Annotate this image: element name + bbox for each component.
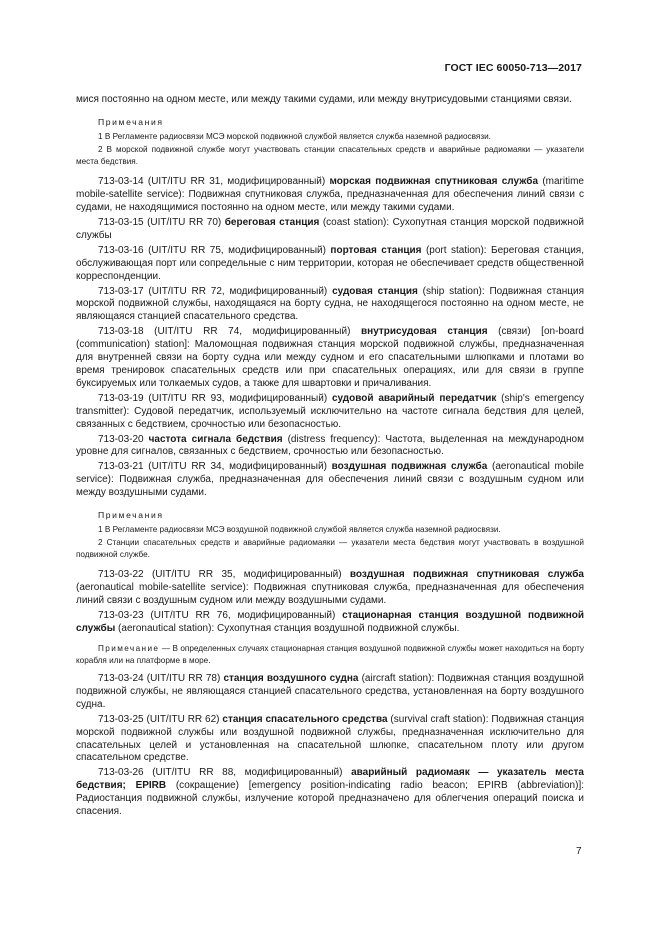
entry-713-03-25: 713-03-25 (UIT/ITU RR 62) станция спасательного средства (survival craft station): Подвижная станция морской подвижной службы или воздушной подвижной службы, предназначенная исключительно для спасательных целей и установленная на спасательной шлюпке, спасательном плоту или другом спасательном средстве. <box>76 713 584 764</box>
notes-heading-1: Примечания <box>98 116 164 127</box>
note-1-1: 1 В Регламенте радиосвязи МСЭ морской подвижной службой является служба наземной радиосвязи. <box>98 131 491 141</box>
entry-713-03-16: 713-03-16 (UIT/ITU RR 75, модифицированный) портовая станция (port station): Береговая станция, обслуживающая порт или сопредельные с ним территории, которая не обеспечивает средств общественной корреспонденции. <box>76 244 584 282</box>
entry-713-03-18: 713-03-18 (UIT/ITU RR 74, модифицированный) внутрисудовая станция (связи) [on-board (communication) station]: Маломощная подвижная станция морской подвижной службы, предназначенная для внутренней связи на борту судна или между судном и его спасательными шлюпками и плотами во время тренировок спасательных средств или при спасательных операциях, или для связи в группе буксируемых или толкаемых судов, а также для швартовки и причаливания. <box>76 326 584 389</box>
notes-heading-2: Примечания <box>98 510 164 521</box>
note-2-1: 1 В Регламенте радиосвязи МСЭ воздушной подвижной службой является служба наземной радиосвязи. <box>98 524 501 534</box>
entry-713-03-15: 713-03-15 (UIT/ITU RR 70) береговая станция (coast station): Сухопутная станция морской подвижной службы <box>76 217 584 241</box>
entry-713-03-17: 713-03-17 (UIT/ITU RR 72, модифицированный) судовая станция (ship station): Подвижная станция морской подвижной службы, находящаяся на борту судна, не находящегося постоянно на одном месте, не являющаяся станцией спасательного средства. <box>76 285 584 323</box>
entry-713-03-19: 713-03-19 (UIT/ITU RR 93, модифицированный) судовой аварийный передатчик (ship's emergency transmitter): Судовой передатчик, используемый исключительно на частоте сигнала бедствия для целей, связанных с бедствием, срочностью или безопасностью. <box>76 392 585 430</box>
intro-continuation: мися постоянно на одном месте, или между такими судами, или между внутрисудовыми станциями связи. <box>76 94 572 105</box>
note-2-2: 2 Станции спасательных средств и аварийные радиомаяки — указатели места бедствия могут участвовать в воздушной подвижной службе. <box>76 538 584 559</box>
entry-713-03-14: 713-03-14 (UIT/ITU RR 31, модифицированный) морская подвижная спутниковая служба (maritime mobile-satellite service): Подвижная спутниковая служба, предназначенная для обеспечения линий связи с судами, не находящимися постоянно на одном месте, или между такими судами. <box>76 176 584 214</box>
entry-713-03-20: 713-03-20 частота сигнала бедствия (distress frequency): Частота, выделенная на международном уровне для сигналов, связанных с бедствием, срочностью или безопасностью. <box>76 433 584 458</box>
entry-713-03-26: 713-03-26 (UIT/ITU RR 88, модифицированный) аварийный радиомаяк — указатель места бедствия; EPIRB (сокращение) [emergency position-indicating radio beacon; EPIRB (abbreviation)]: Радиостанция подвижной службы, излучение которой предназначено для облегчения операций поиска и спасения. <box>76 767 585 818</box>
page-number: 7 <box>576 846 582 857</box>
document-id: ГОСТ IEC 60050-713—2017 <box>444 62 582 74</box>
entry-713-03-23: 713-03-23 (UIT/ITU RR 76, модифицированный) стационарная станция воздушной подвижной службы (aeronautical station): Сухопутная станция воздушной подвижной службы. <box>76 610 585 635</box>
entry-713-03-22: 713-03-22 (UIT/ITU RR 35, модифицированный) воздушная подвижная спутниковая служба (aeronautical mobile-satellite service): Подвижная спутниковая служба, предназначенная для обеспечения линий связи с воздушным судном или между воздушными судами. <box>76 569 584 607</box>
entry-713-03-21: 713-03-21 (UIT/ITU RR 34, модифицированный) воздушная подвижная служба (aeronautical mobile service): Подвижная служба, предназначенная для обеспечения линий связи с воздушным судном или между воздушными судами. <box>76 461 584 499</box>
document-body <box>76 94 584 819</box>
note-1-2: 2 В морской подвижной службе могут участвовать станции спасательных средств и аварийные радиомаяки — указатели места бедствия. <box>76 145 584 166</box>
entry-713-03-24: 713-03-24 (UIT/ITU RR 78) станция воздушного судна (aircraft station): Подвижная станция воздушной подвижной службы, не являющаяся станцией спасательного средства, установленная на борту воздушного судна. <box>76 673 584 710</box>
note-3: Примечание — В определенных случаях стационарная станция воздушной подвижной службы может находиться на борту корабля или на платформе в море. <box>76 644 584 665</box>
